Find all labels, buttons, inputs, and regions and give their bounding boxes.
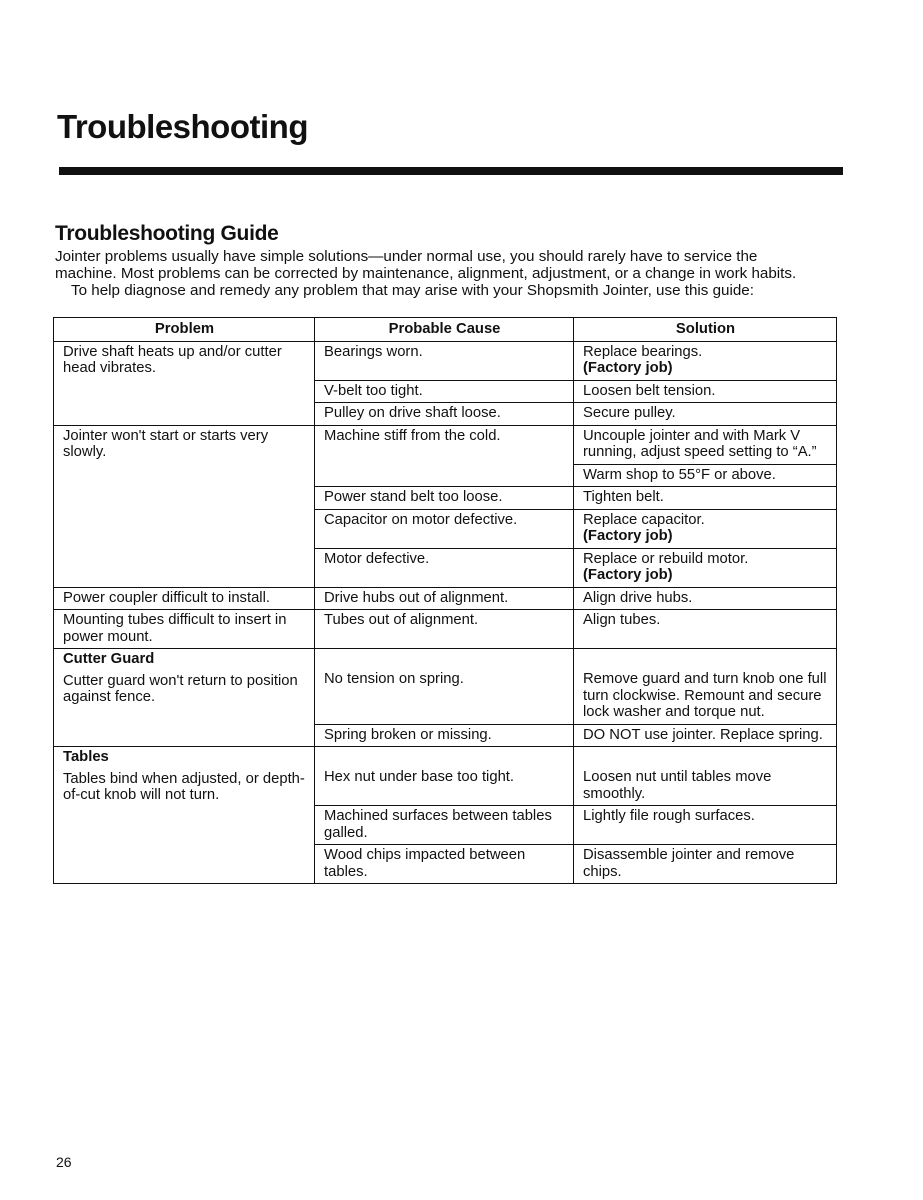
problem-cell (54, 747, 315, 884)
solution-cell: Align drive hubs. (574, 587, 837, 610)
cause-cell: Pulley on drive shaft loose. (315, 403, 574, 426)
cause-cell: Drive hubs out of alignment. (315, 587, 574, 610)
problem-cell: Drive shaft heats up and/or cutter head vibrates. (54, 341, 315, 425)
solution-text: Replace capacitor. (583, 511, 705, 528)
solution-cell (574, 509, 837, 548)
header-probable-cause: Probable Cause (315, 318, 574, 342)
solution-cell: Remove guard and turn knob one full turn clockwise. Remount and secure lock washer and torque nut. (574, 649, 837, 725)
cause-cell: Bearings worn. (315, 341, 574, 380)
problem-text: Cutter guard won't return to position against fence. (63, 672, 298, 705)
cause-cell: Machine stiff from the cold. (315, 425, 574, 487)
solution-cell (574, 341, 837, 380)
group-title-tables: Tables (63, 749, 109, 765)
table-row (54, 341, 837, 380)
solution-cell: Loosen belt tension. (574, 380, 837, 403)
cause-cell: Machined surfaces between tables galled. (315, 806, 574, 845)
intro-paragraph (55, 248, 845, 299)
page-title: Troubleshooting (57, 108, 308, 145)
table-header-row (54, 318, 837, 342)
solution-cell: Disassemble jointer and remove chips. (574, 845, 837, 884)
solution-cell (574, 548, 837, 587)
solution-cell: Uncouple jointer and with Mark V running, adjust speed setting to “A.” (574, 425, 837, 464)
problem-cell: Jointer won't start or starts very slowly. (54, 425, 315, 587)
cause-cell: Capacitor on motor defective. (315, 509, 574, 548)
factory-job-note: (Factory job) (583, 528, 673, 544)
table-row (54, 747, 837, 806)
solution-cell: Lightly file rough surfaces. (574, 806, 837, 845)
solution-cell: Loosen nut until tables move smoothly. (574, 747, 837, 806)
solution-cell: Tighten belt. (574, 487, 837, 510)
table-row (54, 610, 837, 649)
solution-cell: Secure pulley. (574, 403, 837, 426)
header-solution: Solution (574, 318, 837, 342)
table-row (54, 587, 837, 610)
problem-cell: Power coupler difficult to install. (54, 587, 315, 610)
page-number: 26 (56, 1154, 72, 1170)
solution-cell: DO NOT use jointer. Replace spring. (574, 724, 837, 747)
cause-cell: Tubes out of alignment. (315, 610, 574, 649)
intro-line-3: To help diagnose and remedy any problem that may arise with your Shopsmith Jointer, use this guide: (71, 282, 754, 299)
troubleshooting-table (53, 317, 837, 884)
section-heading: Troubleshooting Guide (55, 222, 279, 245)
cause-cell: Motor defective. (315, 548, 574, 587)
solution-text: Replace or rebuild motor. (583, 550, 749, 567)
problem-text: Tables bind when adjusted, or depth-of-cut knob will not turn. (63, 770, 305, 803)
cause-cell: Wood chips impacted between tables. (315, 845, 574, 884)
solution-cell: Warm shop to 55°F or above. (574, 464, 837, 487)
cause-cell: No tension on spring. (315, 649, 574, 725)
title-rule (59, 167, 843, 175)
factory-job-note: (Factory job) (583, 567, 673, 583)
problem-cell: Mounting tubes difficult to insert in power mount. (54, 610, 315, 649)
header-problem: Problem (54, 318, 315, 342)
problem-cell (54, 649, 315, 747)
intro-line-1: Jointer problems usually have simple solutions—under normal use, you should rarely have to service the (55, 248, 758, 265)
table-row (54, 649, 837, 725)
solution-text: Replace bearings. (583, 343, 703, 360)
table-row (54, 425, 837, 464)
cause-cell: Spring broken or missing. (315, 724, 574, 747)
intro-line-2: machine. Most problems can be corrected by maintenance, alignment, adjustment, or a change in work habits. (55, 265, 797, 282)
cause-cell: Hex nut under base too tight. (315, 747, 574, 806)
group-title-cutter-guard: Cutter Guard (63, 651, 155, 667)
factory-job-note: (Factory job) (583, 360, 673, 376)
cause-cell: V-belt too tight. (315, 380, 574, 403)
cause-cell: Power stand belt too loose. (315, 487, 574, 510)
solution-cell: Align tubes. (574, 610, 837, 649)
